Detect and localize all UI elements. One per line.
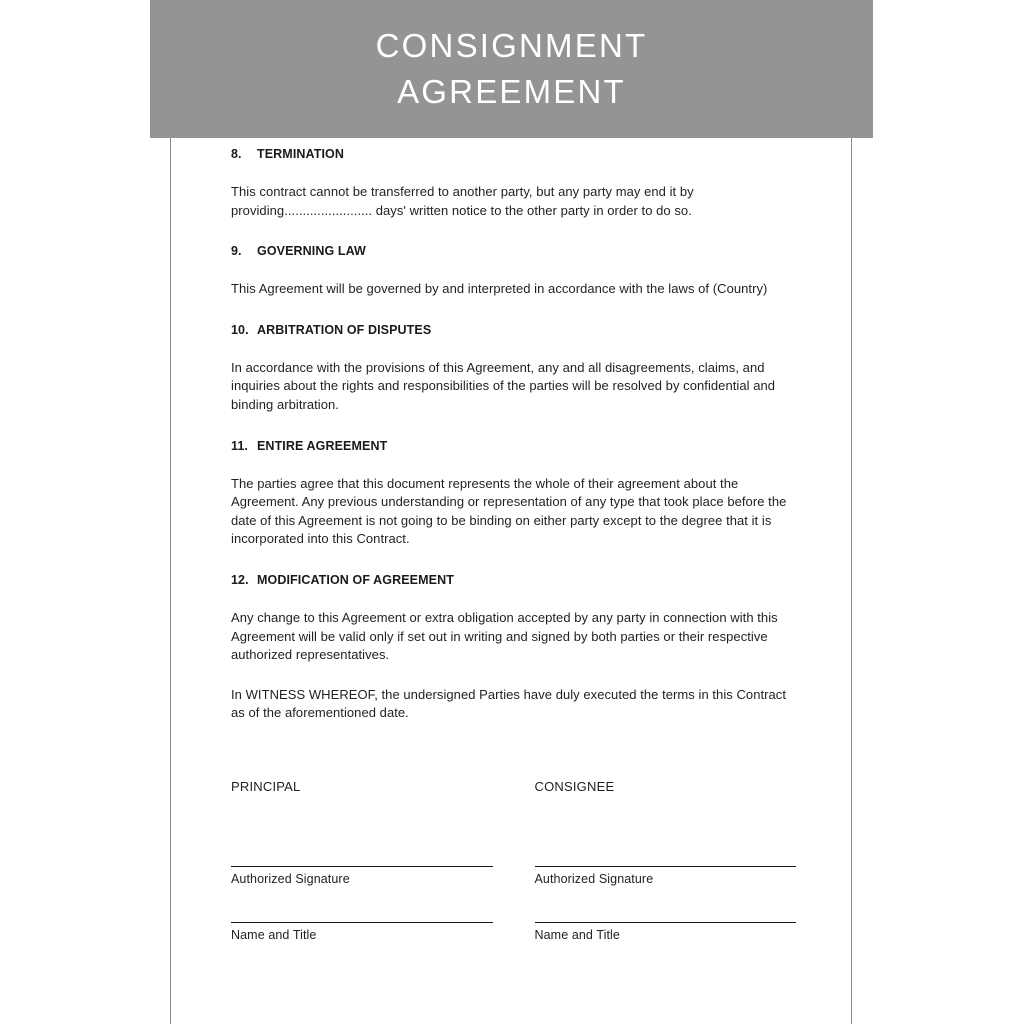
clause-8-number: 8.: [231, 147, 242, 161]
clause-11-number: 11.: [231, 438, 248, 453]
principal-label: PRINCIPAL: [231, 779, 301, 794]
clause-11-paragraph-1: The parties agree that this document represents the whole of their agreement about the Agreement. Any previous understanding or representation of any type that took place before the date of this Agreement is not going to be binding on either party except to the degree that it is incorporated into this Contract.: [231, 475, 787, 547]
clause-10: [231, 322, 796, 415]
clause-8: [231, 146, 796, 220]
clause-10-title: ARBITRATION OF DISPUTES: [257, 322, 432, 337]
consignee-label: CONSIGNEE: [534, 779, 615, 794]
principal-signature-label: Authorized Signature: [231, 872, 350, 886]
clause-12-paragraph-2: In WITNESS WHEREOF, the undersigned Parties have duly executed the terms in this Contract as of the aforementioned date.: [231, 686, 787, 721]
document-title: CONSIGNMENT AGREEMENT: [375, 27, 648, 110]
consignee-signature-label: Authorized Signature: [534, 872, 654, 886]
clause-12-heading: [231, 572, 796, 589]
document-sheet: [170, 138, 852, 1024]
document-body: [231, 146, 796, 723]
clause-10-number: 10.: [231, 322, 249, 337]
signature-block-consignee: [535, 778, 797, 944]
clause-9-paragraph-1: This Agreement will be governed by and interpreted in accordance with the laws of (Country): [231, 281, 768, 297]
signature-area: [231, 778, 796, 944]
clause-9-title: GOVERNING LAW: [257, 244, 366, 259]
clause-10-paragraph-1: In accordance with the provisions of this Agreement, any and all disagreements, claims, and inquiries about the rights and responsibilities of the parties will be resolved by confidential and binding arbitration.: [231, 359, 776, 412]
clause-12: [231, 572, 796, 723]
clause-9-number: 9.: [231, 244, 242, 259]
clause-12-title: MODIFICATION OF AGREEMENT: [257, 572, 454, 587]
clause-11-title: ENTIRE AGREEMENT: [257, 438, 388, 453]
clause-8-paragraph-1: This contract cannot be transferred to another party, but any party may end it by providing........................ days' written notice to the other party in order to do so.: [231, 184, 694, 218]
clause-9-heading: [231, 243, 796, 260]
clause-9: [231, 243, 796, 299]
consignee-name-label: Name and Title: [534, 928, 620, 942]
clause-11: [231, 438, 796, 549]
signature-block-principal: [231, 778, 493, 944]
document-banner: [150, 0, 873, 138]
clause-12-paragraph-1[interactable]: Any change to this Agreement or extra obligation accepted by any party in connection with this Agreement will be valid only if set out in writing and signed by both parties or their respective authorized representatives.: [231, 609, 778, 663]
clause-12-number: 12.: [231, 572, 249, 587]
clause-8-heading: [231, 146, 796, 163]
signature-party-row: [231, 778, 796, 944]
clause-10-heading: [231, 322, 796, 339]
clause-11-heading: [231, 438, 796, 455]
principal-name-label: Name and Title: [231, 928, 317, 942]
clause-8-title: TERMINATION: [257, 147, 344, 161]
